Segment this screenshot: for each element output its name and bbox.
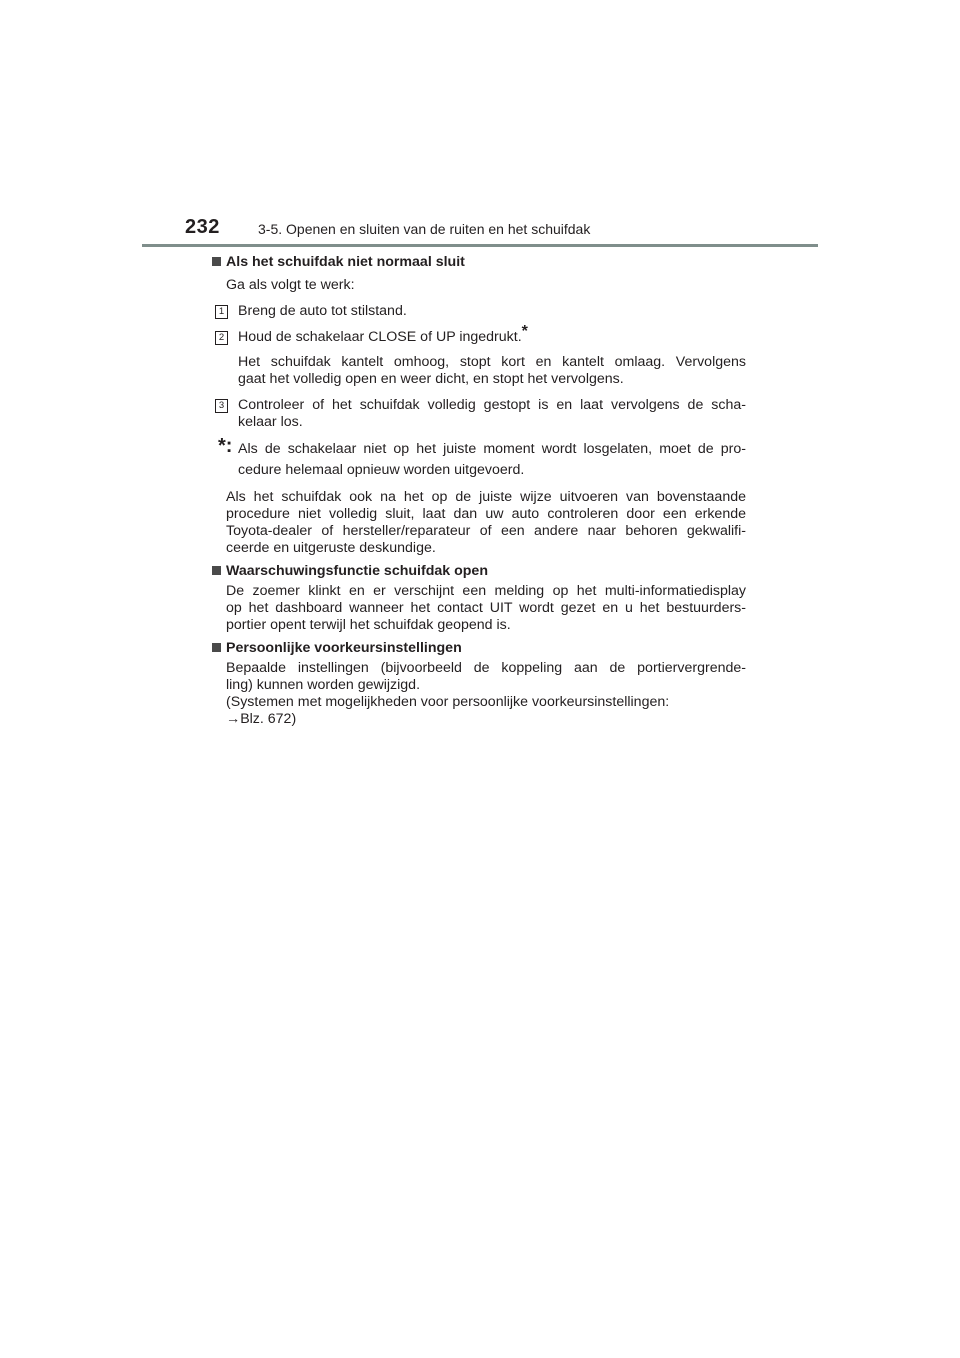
page-reference-text: Blz. 672) bbox=[240, 711, 297, 727]
personal-paragraph bbox=[226, 660, 746, 728]
square-bullet-icon bbox=[212, 257, 221, 266]
after-line: Toyota-dealer of hersteller/reparateur of een andere naar behoren gekwalifi- bbox=[226, 523, 746, 539]
step-number-1: 1 bbox=[215, 305, 228, 319]
page-content bbox=[212, 254, 746, 728]
warning-line: De zoemer klinkt en er verschijnt een melding op het multi-informatiedisplay bbox=[226, 583, 746, 599]
section-title-personal bbox=[212, 640, 746, 657]
step-2-description bbox=[212, 354, 746, 388]
step-3-line: Controleer of het schuifdak volledig gestopt is en laat vervolgens de scha- bbox=[238, 397, 746, 413]
section-title-warning bbox=[212, 563, 746, 580]
after-line: ceerde en uitgeruste deskundige. bbox=[226, 540, 436, 556]
personal-line: Bepaalde instellingen (bijvoorbeeld de koppeling aan de portiervergrende- bbox=[226, 660, 746, 676]
section-title-text: Waarschuwingsfunctie schuifdak open bbox=[226, 563, 488, 579]
personal-line: (Systemen met mogelijkheden voor persoonlijke voorkeursinstellingen: bbox=[226, 694, 670, 710]
square-bullet-icon bbox=[212, 643, 221, 652]
step-number-3: 3 bbox=[215, 399, 228, 413]
step-2-text: Houd de schakelaar CLOSE of UP ingedrukt. bbox=[238, 329, 522, 345]
page-number: 232 bbox=[185, 216, 220, 238]
after-line: Als het schuifdak ook na het op de juiste wijze uitvoeren van bovenstaande bbox=[226, 489, 746, 505]
square-bullet-icon bbox=[212, 566, 221, 575]
step-3-line: kelaar los. bbox=[238, 414, 303, 430]
section-title-text: Persoonlijke voorkeursinstellingen bbox=[226, 640, 462, 656]
step-number-2: 2 bbox=[215, 331, 228, 345]
page-reference bbox=[226, 711, 746, 728]
warning-line: op het dashboard wanneer het contact UIT wordt gezet en u het bestuurders- bbox=[226, 600, 746, 616]
step-1-text: Breng de auto tot stilstand. bbox=[238, 303, 407, 319]
intro-text: Ga als volgt te werk: bbox=[226, 277, 355, 293]
footnote-line: cedure helemaal opnieuw worden uitgevoerd. bbox=[238, 462, 525, 478]
footnote-mark: *: bbox=[218, 435, 233, 457]
footnote-star: * bbox=[521, 323, 528, 340]
step-2-desc-line: gaat het volledig open en weer dicht, en stopt het vervolgens. bbox=[238, 371, 624, 387]
step-2-desc-line: Het schuifdak kantelt omhoog, stopt kort en kantelt omlaag. Vervolgens bbox=[238, 354, 746, 370]
section-title-text: Als het schuifdak niet normaal sluit bbox=[226, 254, 465, 270]
after-line: procedure niet volledig sluit, laat dan uw auto controleren door een erkende bbox=[226, 506, 746, 522]
step-3 bbox=[212, 397, 746, 431]
after-paragraph bbox=[226, 489, 746, 557]
personal-line: ling) kunnen worden gewijzigd. bbox=[226, 677, 421, 693]
section-title-abnormal-close bbox=[212, 254, 746, 271]
step-1 bbox=[212, 303, 746, 320]
footnote bbox=[212, 435, 746, 481]
warning-paragraph bbox=[226, 583, 746, 634]
arrow-right-icon: → bbox=[226, 711, 241, 727]
warning-line: portier opent terwijl het schuifdak geopend is. bbox=[226, 617, 511, 633]
running-head: 3-5. Openen en sluiten van de ruiten en het schuifdak bbox=[258, 221, 591, 237]
footnote-line: Als de schakelaar niet op het juiste moment wordt losgelaten, moet de pro- bbox=[238, 441, 746, 457]
step-2 bbox=[212, 323, 746, 346]
header-rule bbox=[142, 244, 818, 247]
